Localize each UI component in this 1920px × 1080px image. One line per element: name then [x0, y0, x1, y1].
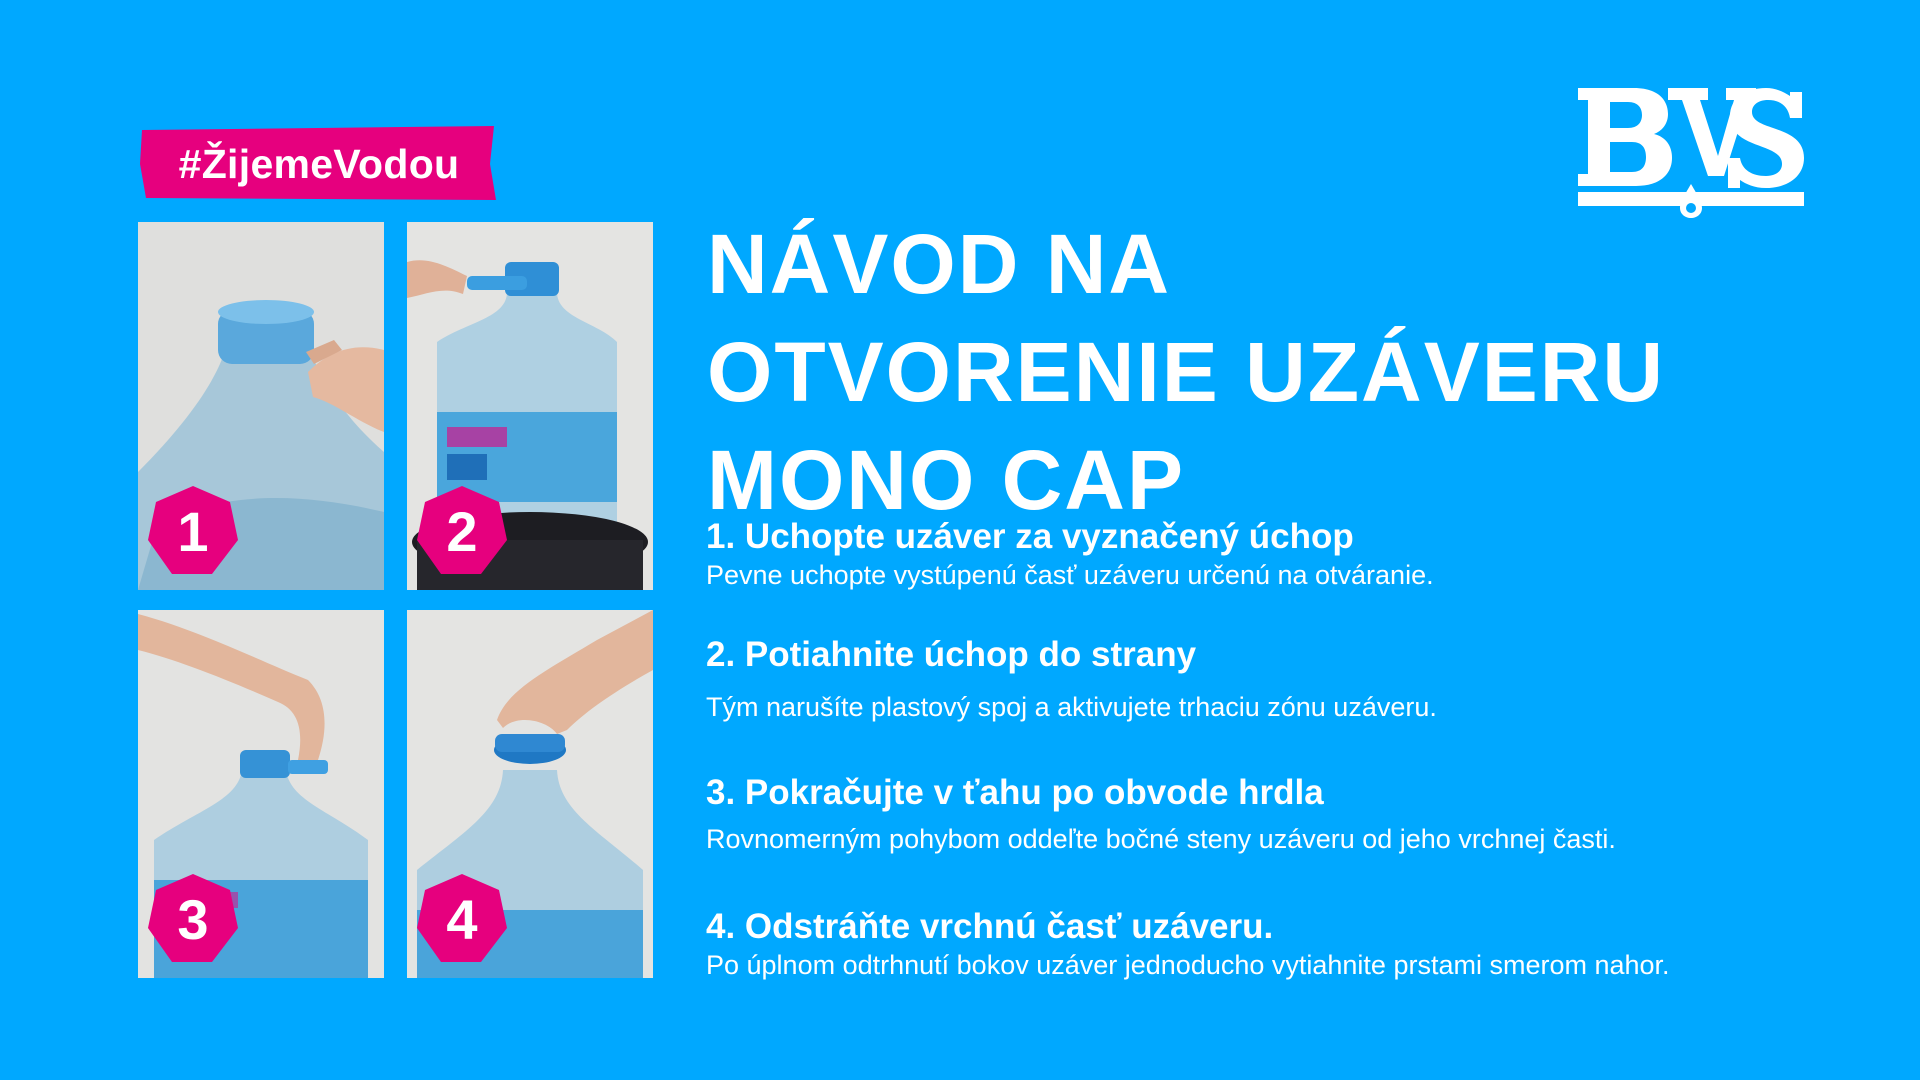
- step-photo-4: [407, 610, 653, 978]
- step-photo-3: [138, 610, 384, 978]
- step-heading: 1. Uchopte uzáver za vyznačený úchop: [706, 517, 1354, 556]
- page-title: [707, 210, 1857, 534]
- step-badge-1: 1: [146, 484, 240, 578]
- step-photo-1: [138, 222, 384, 590]
- step-badge-3: 3: [146, 872, 240, 966]
- step-badge-2: 2: [415, 484, 509, 578]
- step-1: [706, 516, 1856, 592]
- step-badge-4: 4: [415, 872, 509, 966]
- step-description: Rovnomerným pohybom oddeľte bočné steny uzáveru od jeho vrchnej časti.: [706, 824, 1616, 854]
- step-description: Tým narušíte plastový spoj a aktivujete trhaciu zónu uzáveru.: [706, 692, 1437, 722]
- step-4: [706, 906, 1856, 982]
- hashtag-text: #ŽijemeVodou: [178, 140, 460, 187]
- title-line-1: NÁVOD NA: [707, 217, 1172, 311]
- step-description: Po úplnom odtrhnutí bokov uzáver jednoducho vytiahnite prstami smerom nahor.: [706, 950, 1670, 980]
- step-heading: 4. Odstráňte vrchnú časť uzáveru.: [706, 907, 1274, 946]
- step-2: [706, 634, 1856, 724]
- bvs-logo: [1576, 84, 1806, 218]
- step-photo-2: [407, 222, 653, 590]
- title-line-3: MONO CAP: [707, 433, 1185, 527]
- hashtag-banner: [140, 126, 498, 202]
- title-line-2: OTVORENIE UZÁVERU: [707, 325, 1666, 419]
- step-heading: 3. Pokračujte v ťahu po obvode hrdla: [706, 773, 1324, 812]
- step-description: Pevne uchopte vystúpenú časť uzáveru určenú na otváranie.: [706, 560, 1434, 590]
- step-heading: 2. Potiahnite úchop do strany: [706, 635, 1197, 674]
- step-3: [706, 772, 1856, 856]
